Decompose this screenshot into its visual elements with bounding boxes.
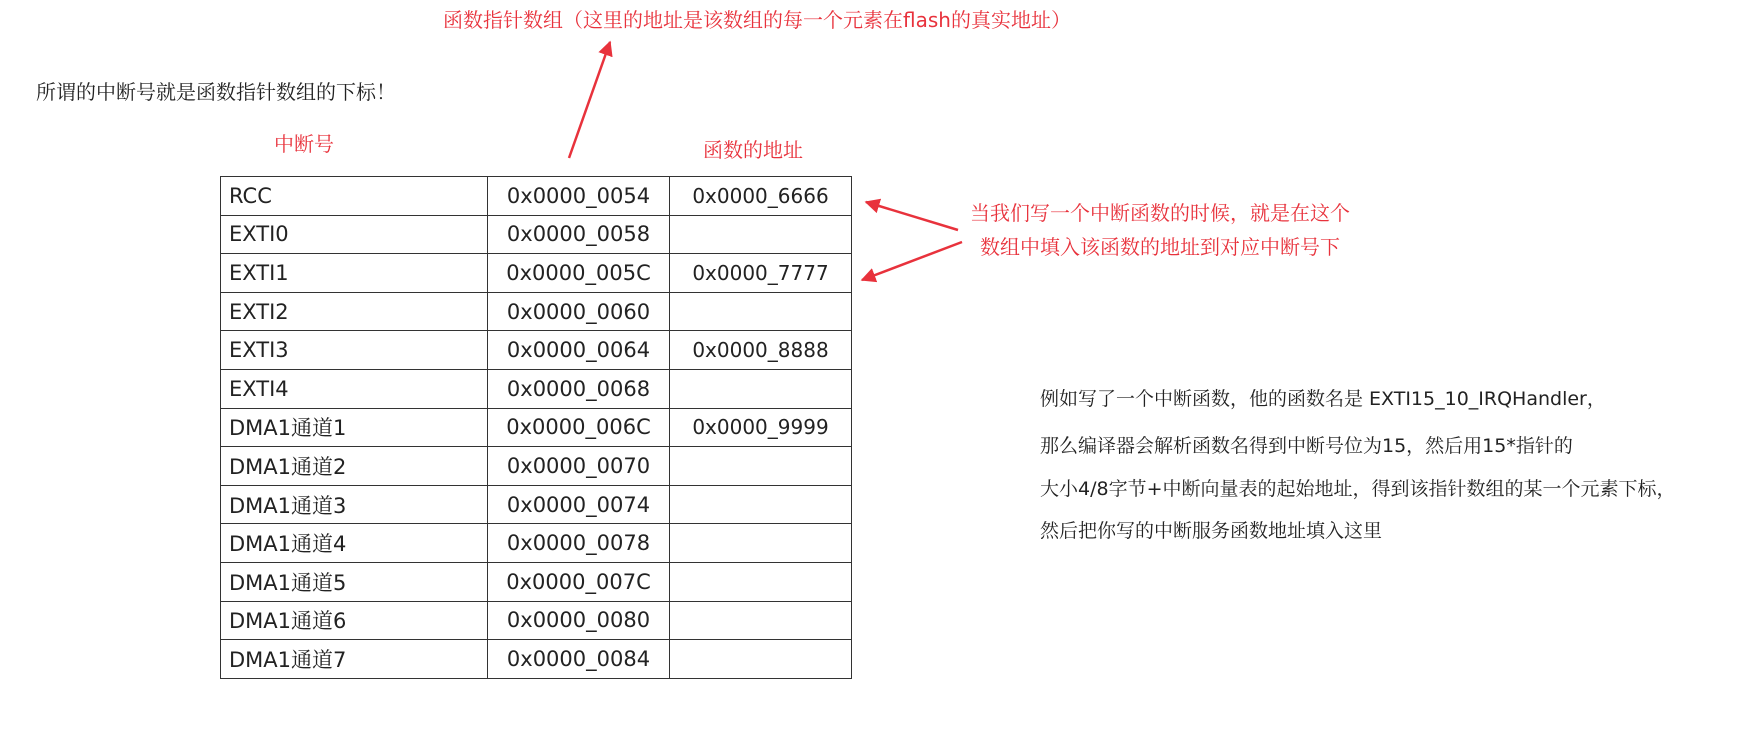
note-arrow-to-exti1	[862, 242, 962, 280]
note-line-2: 数组中填入该函数的地址到对应中断号下	[980, 235, 1340, 259]
function-address-cell: 0x0000_7777	[670, 254, 852, 293]
function-address-label: 函数的地址	[703, 138, 803, 162]
irq-name-cell: DMA1通道3	[221, 485, 488, 524]
irq-name-cell: EXTI4	[221, 369, 488, 408]
vector-address-cell: 0x0000_0078	[488, 524, 670, 563]
irq-name-cell: EXTI0	[221, 215, 488, 254]
vector-address-cell: 0x0000_0074	[488, 485, 670, 524]
irq-name-cell: EXTI2	[221, 292, 488, 331]
vector-address-cell: 0x0000_0054	[488, 177, 670, 216]
title-arrow	[569, 42, 610, 158]
irq-name-cell: DMA1通道4	[221, 524, 488, 563]
note-arrow-to-rcc	[866, 202, 958, 230]
vector-address-cell: 0x0000_0060	[488, 292, 670, 331]
explanation-line-4: 然后把你写的中断服务函数地址填入这里	[1040, 520, 1383, 542]
irq-number-label: 中断号	[274, 132, 334, 156]
explanation-line-2: 那么编译器会解析函数名得到中断号位为15，然后用15*指针的	[1040, 435, 1573, 457]
irq-name-cell: EXTI1	[221, 254, 488, 293]
vector-address-cell: 0x0000_0068	[488, 369, 670, 408]
vector-address-cell: 0x0000_005C	[488, 254, 670, 293]
irq-name-cell: DMA1通道6	[221, 601, 488, 640]
irq-name-cell: RCC	[221, 177, 488, 216]
explanation-line-3: 大小4/8字节+中断向量表的起始地址，得到该指针数组的某一个元素下标，	[1040, 478, 1676, 500]
irq-name-cell: DMA1通道1	[221, 408, 488, 447]
vector-address-cell: 0x0000_006C	[488, 408, 670, 447]
irq-name-cell: EXTI3	[221, 331, 488, 370]
vector-address-cell: 0x0000_0070	[488, 447, 670, 486]
irq-name-cell: DMA1通道2	[221, 447, 488, 486]
function-address-cell: 0x0000_6666	[670, 177, 852, 216]
intro-text: 所谓的中断号就是函数指针数组的下标！	[36, 80, 396, 104]
vector-address-cell: 0x0000_0064	[488, 331, 670, 370]
function-address-cell: 0x0000_9999	[670, 408, 852, 447]
vector-address-cell: 0x0000_0084	[488, 640, 670, 679]
vector-address-cell: 0x0000_0080	[488, 601, 670, 640]
irq-name-cell: DMA1通道5	[221, 562, 488, 601]
function-address-cell: 0x0000_8888	[670, 331, 852, 370]
explanation-line-1: 例如写了一个中断函数，他的函数名是 EXTI15_10_IRQHandler，	[1040, 388, 1606, 410]
vector-address-cell: 0x0000_0058	[488, 215, 670, 254]
irq-name-cell: DMA1通道7	[221, 640, 488, 679]
vector-address-cell: 0x0000_007C	[488, 562, 670, 601]
diagram-title: 函数指针数组（这里的地址是该数组的每一个元素在flash的真实地址）	[443, 8, 1071, 32]
note-line-1: 当我们写一个中断函数的时候，就是在这个	[970, 201, 1350, 225]
